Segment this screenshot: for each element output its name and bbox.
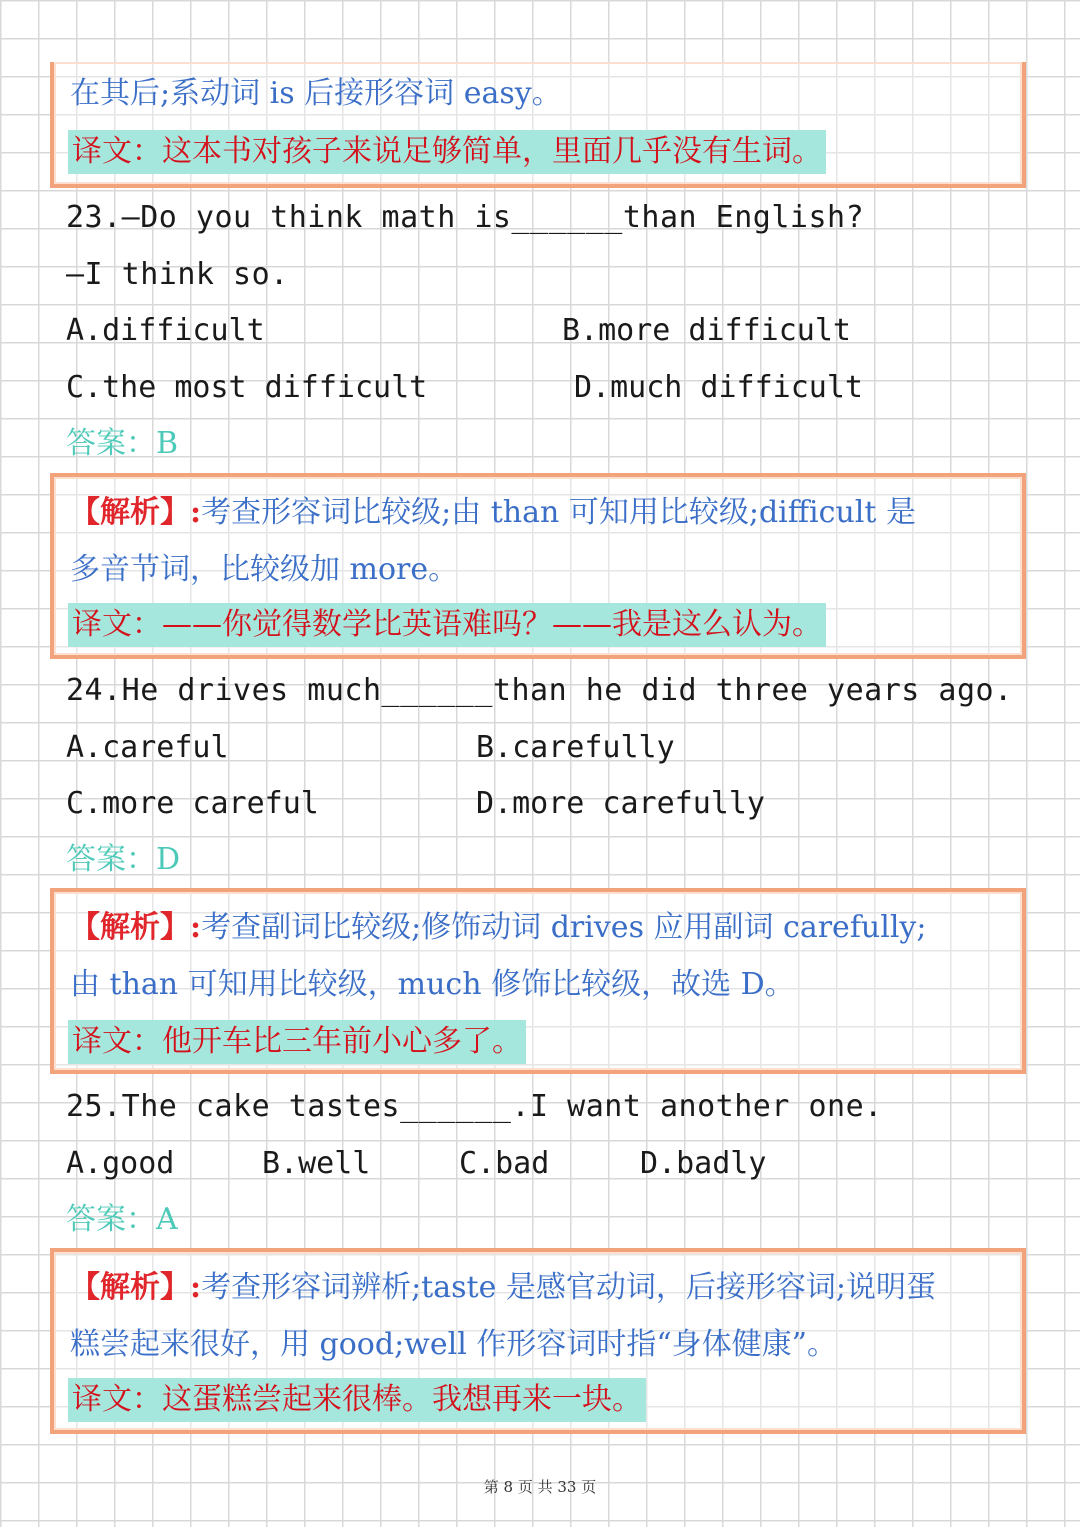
analysis-text: 考查形容词比较级;由 than 可知用比较级;difficult 是: [201, 495, 916, 530]
analysis-box-24: [50, 888, 1026, 1074]
analysis-tag: 【解析】:: [70, 495, 202, 530]
analysis-text: 考查副词比较级;修饰动词 drives 应用副词 carefully;: [201, 910, 927, 945]
option-a: A.careful: [66, 730, 229, 765]
question-23: 23.—Do you think math is______than English?: [66, 200, 865, 235]
question-23-reply: —I think so.: [66, 257, 289, 292]
translation-line: 译文：这蛋糕尝起来很棒。我想再来一块。: [68, 1378, 646, 1422]
option-b: B.more difficult: [562, 313, 851, 348]
question-25: 25.The cake tastes______.I want another one.: [66, 1089, 883, 1124]
analysis-box-23: [50, 473, 1026, 659]
translation-line: 译文：他开车比三年前小心多了。: [68, 1020, 526, 1064]
analysis-line-2: 由 than 可知用比较级，much 修饰比较级，故选 D。: [70, 967, 795, 1002]
translation-line: 译文：——你觉得数学比英语难吗？——我是这么认为。: [68, 603, 826, 647]
question-24: 24.He drives much______than he did three years ago.: [66, 673, 1013, 708]
option-d: D.much difficult: [574, 370, 863, 405]
analysis-line-2: 糕尝起来很好，用 good;well 作形容词时指“身体健康”。: [70, 1327, 838, 1362]
explanation-continued-line: 在其后;系动词 is 后接形容词 easy。: [70, 76, 562, 111]
answer-25: 答案：A: [66, 1202, 178, 1237]
option-d: D.more carefully: [476, 786, 765, 821]
analysis-line-1: [70, 491, 916, 535]
analysis-line-1: [70, 906, 926, 950]
analysis-line-2: 多音节词，比较级加 more。: [70, 552, 459, 587]
top-explanation-box: [50, 62, 1026, 188]
option-b: B.carefully: [476, 730, 675, 765]
answer-23: 答案：B: [66, 426, 179, 461]
option-c: C.bad: [459, 1146, 550, 1181]
translation-line: 译文：这本书对孩子来说足够简单，里面几乎没有生词。: [68, 130, 826, 174]
analysis-text: 考查形容词辨析;taste 是感官动词，后接形容词;说明蛋: [201, 1270, 936, 1305]
option-c: C.more careful: [66, 786, 319, 821]
option-a: A.difficult: [66, 313, 265, 348]
analysis-line-1: [70, 1266, 936, 1310]
page-footer: 第 8 页 共 33 页: [483, 1478, 597, 1496]
analysis-box-25: [50, 1248, 1026, 1434]
answer-24: 答案：D: [66, 842, 181, 877]
analysis-tag: 【解析】:: [70, 910, 202, 945]
option-d: D.badly: [640, 1146, 767, 1181]
analysis-tag: 【解析】:: [70, 1270, 202, 1305]
option-b: B.well: [262, 1146, 371, 1181]
option-a: A.good: [66, 1146, 175, 1181]
option-c: C.the most difficult: [66, 370, 428, 405]
